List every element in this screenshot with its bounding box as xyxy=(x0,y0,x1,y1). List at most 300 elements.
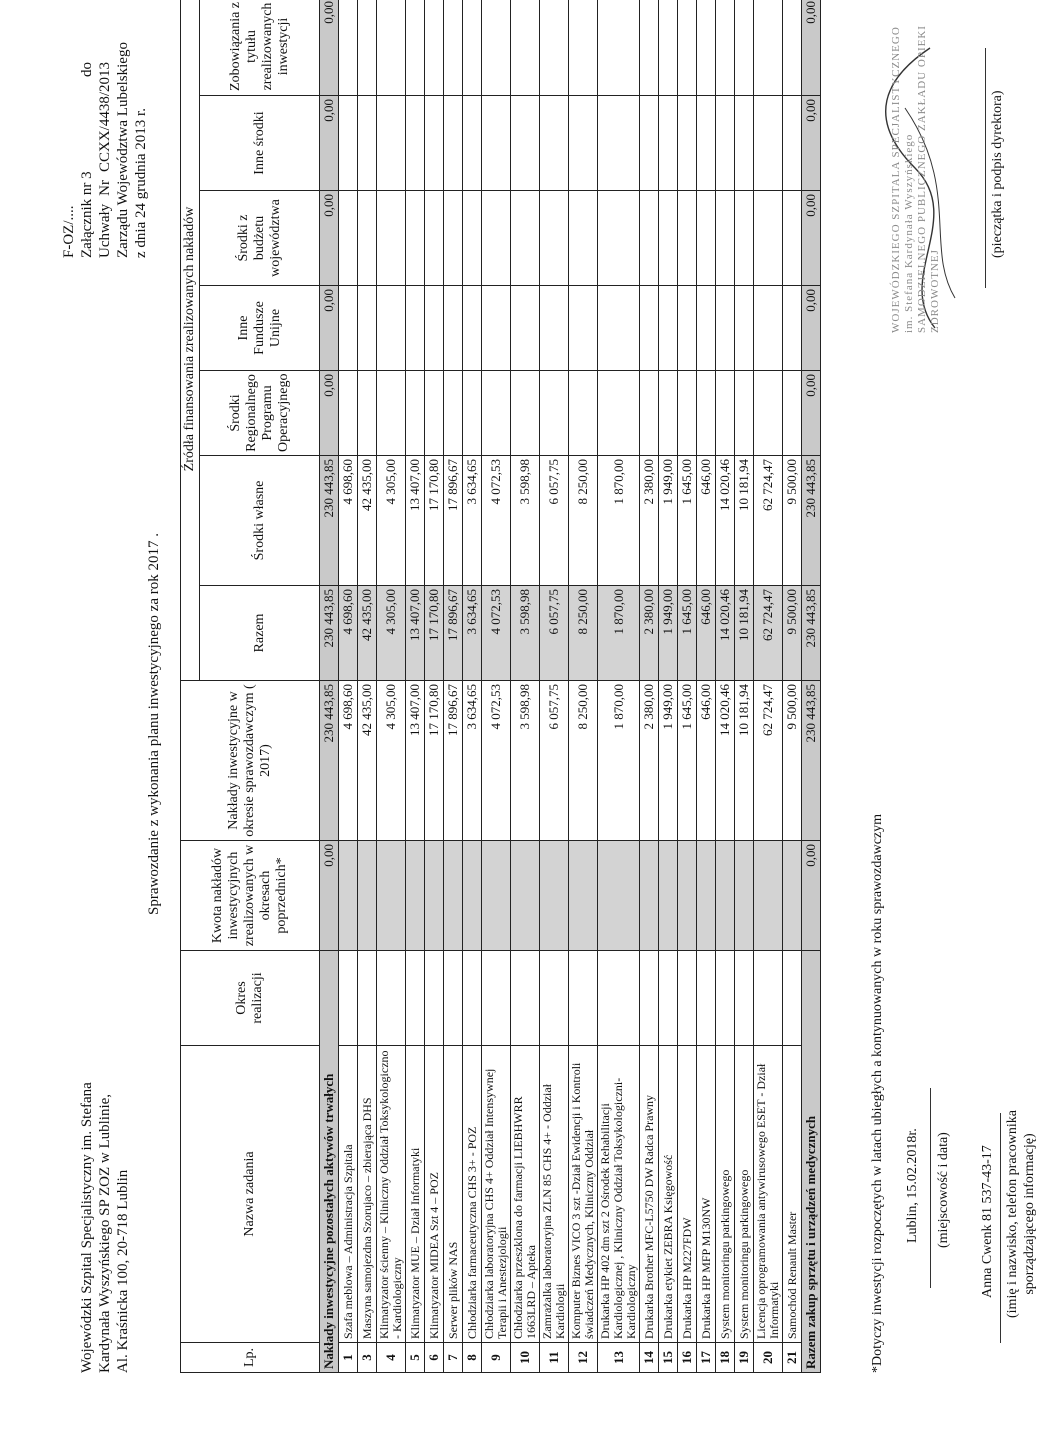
resolution-nr: Nr xyxy=(97,180,113,196)
row-total: 4 698,60 xyxy=(339,586,358,681)
row-other xyxy=(569,96,598,191)
grand-rpo: 0,00 xyxy=(802,371,821,456)
row-other xyxy=(425,96,444,191)
resolution-number: CCXX/4438/2013 xyxy=(97,62,113,173)
row-budget xyxy=(425,191,444,286)
col-name: Nazwa zadania xyxy=(181,1046,320,1343)
row-eu xyxy=(482,286,511,371)
row-lp: 15 xyxy=(659,1343,678,1373)
row-current: 4 072,53 xyxy=(482,681,511,841)
row-liabilities xyxy=(569,0,598,96)
row-rpo xyxy=(598,371,640,456)
stamp-line: WOJEWÓDZKIEGO SZPITALA SPECJALISTYCZNEGO xyxy=(890,26,902,333)
row-other xyxy=(598,96,640,191)
signature-caption: (pieczątka i podpis dyrektora) xyxy=(990,90,1005,258)
row-other xyxy=(678,96,697,191)
row-previous xyxy=(735,841,754,951)
row-own: 17 896,67 xyxy=(444,456,463,586)
place-rule xyxy=(930,1088,931,1288)
row-eu xyxy=(540,286,569,371)
row-eu xyxy=(425,286,444,371)
row-rpo xyxy=(783,371,802,456)
row-rpo xyxy=(463,371,482,456)
grand-liabilities: 0,00 xyxy=(802,0,821,96)
row-rpo xyxy=(659,371,678,456)
row-total: 13 407,00 xyxy=(406,586,425,681)
row-name: Licencja oprogramowania antywirusowego ESET - Dział Informatyki xyxy=(754,1046,783,1343)
row-total: 4 305,00 xyxy=(377,586,406,681)
row-rpo xyxy=(640,371,659,456)
report-title: Sprawozdanie z wykonania planu inwestycyjnego za rok 2017 . xyxy=(146,533,162,915)
row-current: 646,00 xyxy=(697,681,716,841)
row-liabilities xyxy=(463,0,482,96)
row-other xyxy=(735,96,754,191)
table-row xyxy=(640,0,659,1373)
row-liabilities xyxy=(339,0,358,96)
resolution-reference xyxy=(60,42,150,258)
row-period xyxy=(754,951,783,1046)
row-previous xyxy=(339,841,358,951)
row-budget xyxy=(406,191,425,286)
col-budget: Środki z budżetu województwa xyxy=(200,191,320,286)
row-rpo xyxy=(377,371,406,456)
row-period xyxy=(598,951,640,1046)
row-total: 1 949,00 xyxy=(659,586,678,681)
row-current: 1 645,00 xyxy=(678,681,697,841)
row-liabilities xyxy=(444,0,463,96)
row-rpo xyxy=(358,371,377,456)
row-current: 17 896,67 xyxy=(444,681,463,841)
section-current: 230 443,85 xyxy=(320,681,339,841)
hospital-name-line: Kardynała Wyszyńskiego SP ZOZ w Lublinie, xyxy=(97,1093,113,1373)
row-lp: 18 xyxy=(716,1343,735,1373)
row-period xyxy=(678,951,697,1046)
director-stamp xyxy=(890,0,942,333)
contact-rule xyxy=(1000,1113,1001,1343)
row-liabilities xyxy=(540,0,569,96)
table-row xyxy=(511,0,540,1373)
row-liabilities xyxy=(735,0,754,96)
row-own: 14 020,46 xyxy=(716,456,735,586)
row-eu xyxy=(598,286,640,371)
row-period xyxy=(640,951,659,1046)
row-name: Klimatyzator MUE – Dział Informatyki xyxy=(406,1046,425,1343)
row-period xyxy=(511,951,540,1046)
row-previous xyxy=(444,841,463,951)
row-current: 1 949,00 xyxy=(659,681,678,841)
row-name: Serwer plików NAS xyxy=(444,1046,463,1343)
row-other xyxy=(511,96,540,191)
row-liabilities xyxy=(598,0,640,96)
row-budget xyxy=(754,191,783,286)
row-other xyxy=(697,96,716,191)
row-lp: 5 xyxy=(406,1343,425,1373)
row-eu xyxy=(569,286,598,371)
resolution-line xyxy=(96,62,114,258)
row-own: 42 435,00 xyxy=(358,456,377,586)
col-eu: Inne Fundusze Unijne xyxy=(200,286,320,371)
row-name: Chłodziarka przeszklona do farmacji LIEBHWRR 1663LRD – Apteka xyxy=(511,1046,540,1343)
section-eu: 0,00 xyxy=(320,286,339,371)
row-name: Drukarka HP MFP M130NW xyxy=(697,1046,716,1343)
row-name: Zamrażalka laboratoryjna ZLN 85 CHS 4+ - Oddział Kardiologii xyxy=(540,1046,569,1343)
row-total: 17 896,67 xyxy=(444,586,463,681)
row-own: 1 949,00 xyxy=(659,456,678,586)
col-other: Inne środki xyxy=(200,96,320,191)
row-other xyxy=(358,96,377,191)
row-current: 1 870,00 xyxy=(598,681,640,841)
row-rpo xyxy=(482,371,511,456)
row-period xyxy=(697,951,716,1046)
row-lp: 21 xyxy=(783,1343,802,1373)
row-previous xyxy=(569,841,598,951)
row-liabilities xyxy=(406,0,425,96)
row-name: Drukarka etykiet ZEBRA Księgowość xyxy=(659,1046,678,1343)
row-other xyxy=(540,96,569,191)
row-name: Drukarka HP 402 dm szt 2 Ośrodek Rehabilitacji Kardiologicznej , Kliniczny Oddział Toksykologiczni-Kardiologiczny xyxy=(598,1046,640,1343)
table-row xyxy=(598,0,640,1373)
contact-person: Anna Cwenk 81 537-43-17 xyxy=(980,1145,995,1298)
row-previous xyxy=(716,841,735,951)
row-own: 17 170,80 xyxy=(425,456,444,586)
table-row xyxy=(540,0,569,1373)
row-eu xyxy=(377,286,406,371)
col-current: Nakłady inwestycyjne w okresie sprawozdawczym ( 2017) xyxy=(181,681,320,841)
table-row xyxy=(659,0,678,1373)
row-eu xyxy=(754,286,783,371)
row-eu xyxy=(640,286,659,371)
row-budget xyxy=(358,191,377,286)
row-own: 9 500,00 xyxy=(783,456,802,586)
row-period xyxy=(735,951,754,1046)
row-eu xyxy=(406,286,425,371)
row-previous xyxy=(754,841,783,951)
row-lp: 10 xyxy=(511,1343,540,1373)
row-own: 10 181,94 xyxy=(735,456,754,586)
contact-caption-line: sporządzającego informację) xyxy=(1022,1133,1037,1295)
row-current: 4 698,60 xyxy=(339,681,358,841)
stamp-line: SAMODZIELNEGO PUBLICZNEGO ZAKŁADU OPIEKI ZDROWOTNEJ xyxy=(916,25,941,333)
row-previous xyxy=(678,841,697,951)
row-eu xyxy=(697,286,716,371)
row-current: 2 380,00 xyxy=(640,681,659,841)
row-lp: 8 xyxy=(463,1343,482,1373)
row-own: 13 407,00 xyxy=(406,456,425,586)
col-rpo: Środki Regionalnego Programu Operacyjnego xyxy=(200,371,320,456)
table-row xyxy=(377,0,406,1373)
grand-total-label: Razem zakup sprzętu i urządzeń medycznych xyxy=(802,951,821,1373)
row-liabilities xyxy=(511,0,540,96)
row-other xyxy=(444,96,463,191)
section-liabilities: 0,00 xyxy=(320,0,339,96)
table-row xyxy=(358,0,377,1373)
table-row xyxy=(783,0,802,1373)
row-rpo xyxy=(406,371,425,456)
row-lp: 9 xyxy=(482,1343,511,1373)
stamp-line: im. Stefana Kardynała Wyszyńskiego xyxy=(903,133,915,333)
row-other xyxy=(463,96,482,191)
row-rpo xyxy=(425,371,444,456)
table-row xyxy=(735,0,754,1373)
col-lp: Lp. xyxy=(181,1343,320,1373)
row-total: 14 020,46 xyxy=(716,586,735,681)
row-eu xyxy=(735,286,754,371)
signature-rule xyxy=(985,48,986,288)
table-row xyxy=(678,0,697,1373)
row-rpo xyxy=(754,371,783,456)
row-previous xyxy=(358,841,377,951)
row-previous xyxy=(640,841,659,951)
table-row xyxy=(569,0,598,1373)
row-budget xyxy=(678,191,697,286)
row-total: 1 645,00 xyxy=(678,586,697,681)
row-budget xyxy=(511,191,540,286)
row-rpo xyxy=(540,371,569,456)
row-budget xyxy=(783,191,802,286)
row-name: Klimatyzator ścienny – Kliniczny Oddział Toksykologiczno - Kardiologiczny xyxy=(377,1046,406,1343)
row-eu xyxy=(659,286,678,371)
place-date: Lublin, 15.02.2018r. xyxy=(905,1128,920,1243)
row-own: 646,00 xyxy=(697,456,716,586)
row-eu xyxy=(716,286,735,371)
section-budget: 0,00 xyxy=(320,191,339,286)
row-liabilities xyxy=(640,0,659,96)
row-liabilities xyxy=(697,0,716,96)
row-budget xyxy=(377,191,406,286)
row-name: Chłodziarka farmaceutyczna CHS 3+ - POZ xyxy=(463,1046,482,1343)
col-own: Środki własne xyxy=(200,456,320,586)
table-row xyxy=(406,0,425,1373)
row-total: 9 500,00 xyxy=(783,586,802,681)
row-liabilities xyxy=(482,0,511,96)
row-total: 4 072,53 xyxy=(482,586,511,681)
row-total: 3 598,98 xyxy=(511,586,540,681)
table-row xyxy=(425,0,444,1373)
row-other xyxy=(754,96,783,191)
row-lp: 16 xyxy=(678,1343,697,1373)
row-total: 1 870,00 xyxy=(598,586,640,681)
row-name: Komputer Biznes VICO 3 szt -Dział Ewidencji i Kontroli świadczeń Medycznych, Kliniczny Oddział xyxy=(569,1046,598,1343)
row-total: 3 634,65 xyxy=(463,586,482,681)
row-total: 646,00 xyxy=(697,586,716,681)
row-budget xyxy=(482,191,511,286)
row-period xyxy=(716,951,735,1046)
row-liabilities xyxy=(678,0,697,96)
board-name: Zarządu Województwa Lubelskiego xyxy=(115,42,131,258)
row-lp: 12 xyxy=(569,1343,598,1373)
row-name: System monitoringu parkingowego xyxy=(716,1046,735,1343)
row-lp: 14 xyxy=(640,1343,659,1373)
row-budget xyxy=(569,191,598,286)
table-row xyxy=(339,0,358,1373)
row-eu xyxy=(511,286,540,371)
section-rpo: 0,00 xyxy=(320,371,339,456)
table-row xyxy=(754,0,783,1373)
row-rpo xyxy=(569,371,598,456)
contact-caption xyxy=(1004,1110,1038,1318)
row-total: 62 724,47 xyxy=(754,586,783,681)
row-liabilities xyxy=(754,0,783,96)
col-sources-group: Źródła finansowania zrealizowanych nakładów xyxy=(181,0,200,681)
row-name: Samochód Renault Master xyxy=(783,1046,802,1343)
row-period xyxy=(425,951,444,1046)
hospital-address-line: Al. Kraśnicka 100, 20-718 Lublin xyxy=(115,1169,131,1373)
section-total: 230 443,85 xyxy=(320,586,339,681)
row-own: 6 057,75 xyxy=(540,456,569,586)
row-liabilities xyxy=(425,0,444,96)
row-lp: 4 xyxy=(377,1343,406,1373)
row-name: Drukarka HP M227FDW xyxy=(678,1046,697,1343)
row-period xyxy=(659,951,678,1046)
row-name: Klimatyzator MIDEA Szt 4 – POZ xyxy=(425,1046,444,1343)
section-total-row xyxy=(320,0,339,1373)
place-caption: (miejscowość i data) xyxy=(936,1132,951,1248)
table-row xyxy=(482,0,511,1373)
row-period xyxy=(406,951,425,1046)
row-current: 14 020,46 xyxy=(716,681,735,841)
grand-total-row xyxy=(802,0,821,1373)
grand-other: 0,00 xyxy=(802,96,821,191)
row-current: 62 724,47 xyxy=(754,681,783,841)
row-current: 9 500,00 xyxy=(783,681,802,841)
row-rpo xyxy=(339,371,358,456)
row-liabilities xyxy=(659,0,678,96)
row-lp: 20 xyxy=(754,1343,783,1373)
row-lp: 17 xyxy=(697,1343,716,1373)
grand-total: 230 443,85 xyxy=(802,586,821,681)
grand-eu: 0,00 xyxy=(802,286,821,371)
header-row xyxy=(181,0,200,1373)
row-current: 8 250,00 xyxy=(569,681,598,841)
row-budget xyxy=(463,191,482,286)
row-period xyxy=(339,951,358,1046)
row-previous xyxy=(482,841,511,951)
row-own: 1 870,00 xyxy=(598,456,640,586)
hospital-name-line: Wojewódzki Szpital Specjalistyczny im. Stefana xyxy=(79,1082,95,1373)
row-previous xyxy=(406,841,425,951)
row-total: 6 057,75 xyxy=(540,586,569,681)
row-lp: 1 xyxy=(339,1343,358,1373)
row-eu xyxy=(463,286,482,371)
attachment-number: Załącznik nr 3 xyxy=(79,171,95,258)
row-previous xyxy=(511,841,540,951)
row-other xyxy=(783,96,802,191)
col-total: Razem xyxy=(200,586,320,681)
row-name: Chłodziarka laboratoryjna CHS 4+ Oddział Intensywnej Terapii i Anestezjologii xyxy=(482,1046,511,1343)
section-own: 230 443,85 xyxy=(320,456,339,586)
row-previous xyxy=(783,841,802,951)
row-budget xyxy=(444,191,463,286)
row-own: 4 698,60 xyxy=(339,456,358,586)
row-eu xyxy=(444,286,463,371)
row-own: 2 380,00 xyxy=(640,456,659,586)
row-other xyxy=(716,96,735,191)
row-other xyxy=(482,96,511,191)
row-current: 10 181,94 xyxy=(735,681,754,841)
row-other xyxy=(640,96,659,191)
row-budget xyxy=(339,191,358,286)
row-previous xyxy=(697,841,716,951)
row-rpo xyxy=(444,371,463,456)
attachment-to: do xyxy=(79,62,95,77)
row-budget xyxy=(716,191,735,286)
row-previous xyxy=(598,841,640,951)
row-budget xyxy=(735,191,754,286)
row-previous xyxy=(425,841,444,951)
section-other: 0,00 xyxy=(320,96,339,191)
row-liabilities xyxy=(716,0,735,96)
row-budget xyxy=(697,191,716,286)
row-budget xyxy=(598,191,640,286)
table-row xyxy=(716,0,735,1373)
row-liabilities xyxy=(783,0,802,96)
grand-current: 230 443,85 xyxy=(802,681,821,841)
investment-table xyxy=(180,0,821,1373)
row-period xyxy=(444,951,463,1046)
table-row xyxy=(463,0,482,1373)
row-other xyxy=(339,96,358,191)
row-name: System monitoringu parkingowego xyxy=(735,1046,754,1343)
row-period xyxy=(569,951,598,1046)
row-own: 62 724,47 xyxy=(754,456,783,586)
row-own: 1 645,00 xyxy=(678,456,697,586)
row-period xyxy=(463,951,482,1046)
grand-budget: 0,00 xyxy=(802,191,821,286)
col-period: Okres realizacji xyxy=(181,951,320,1046)
row-name: Maszyna samojezdna Szorujaco – zbierająca DHS xyxy=(358,1046,377,1343)
attachment-line xyxy=(78,62,96,258)
row-other xyxy=(377,96,406,191)
row-period xyxy=(783,951,802,1046)
row-eu xyxy=(678,286,697,371)
row-rpo xyxy=(735,371,754,456)
section-label: Nakłady inwestycyjne pozostałych aktywów trwałych xyxy=(320,951,339,1373)
row-total: 42 435,00 xyxy=(358,586,377,681)
row-previous xyxy=(463,841,482,951)
row-lp: 19 xyxy=(735,1343,754,1373)
row-other xyxy=(659,96,678,191)
row-period xyxy=(377,951,406,1046)
row-liabilities xyxy=(377,0,406,96)
row-own: 8 250,00 xyxy=(569,456,598,586)
row-period xyxy=(482,951,511,1046)
footnote: *Dotyczy inwestycji rozpoczętych w latach ubiegłych a kontynuowanych w roku sprawozdawczym xyxy=(870,813,885,1373)
row-budget xyxy=(640,191,659,286)
resolution-date: z dnia 24 grudnia 2013 r. xyxy=(133,108,149,258)
resolution-label: Uchwały xyxy=(97,203,113,258)
row-own: 4 305,00 xyxy=(377,456,406,586)
table-row xyxy=(444,0,463,1373)
section-previous: 0,00 xyxy=(320,841,339,951)
row-current: 4 305,00 xyxy=(377,681,406,841)
row-lp: 13 xyxy=(598,1343,640,1373)
row-name: Szafa meblowa – Administracja Szpitala xyxy=(339,1046,358,1343)
row-rpo xyxy=(511,371,540,456)
row-name: Drukarka Brother MFC-L5750 DW Radca Prawny xyxy=(640,1046,659,1343)
row-current: 3 598,98 xyxy=(511,681,540,841)
row-total: 2 380,00 xyxy=(640,586,659,681)
row-period xyxy=(540,951,569,1046)
row-total: 8 250,00 xyxy=(569,586,598,681)
row-current: 3 634,65 xyxy=(463,681,482,841)
row-other xyxy=(406,96,425,191)
form-code: F-OZ/.... xyxy=(61,205,77,258)
row-own: 3 598,98 xyxy=(511,456,540,586)
row-lp: 6 xyxy=(425,1343,444,1373)
row-previous xyxy=(659,841,678,951)
row-own: 3 634,65 xyxy=(463,456,482,586)
grand-own: 230 443,85 xyxy=(802,456,821,586)
